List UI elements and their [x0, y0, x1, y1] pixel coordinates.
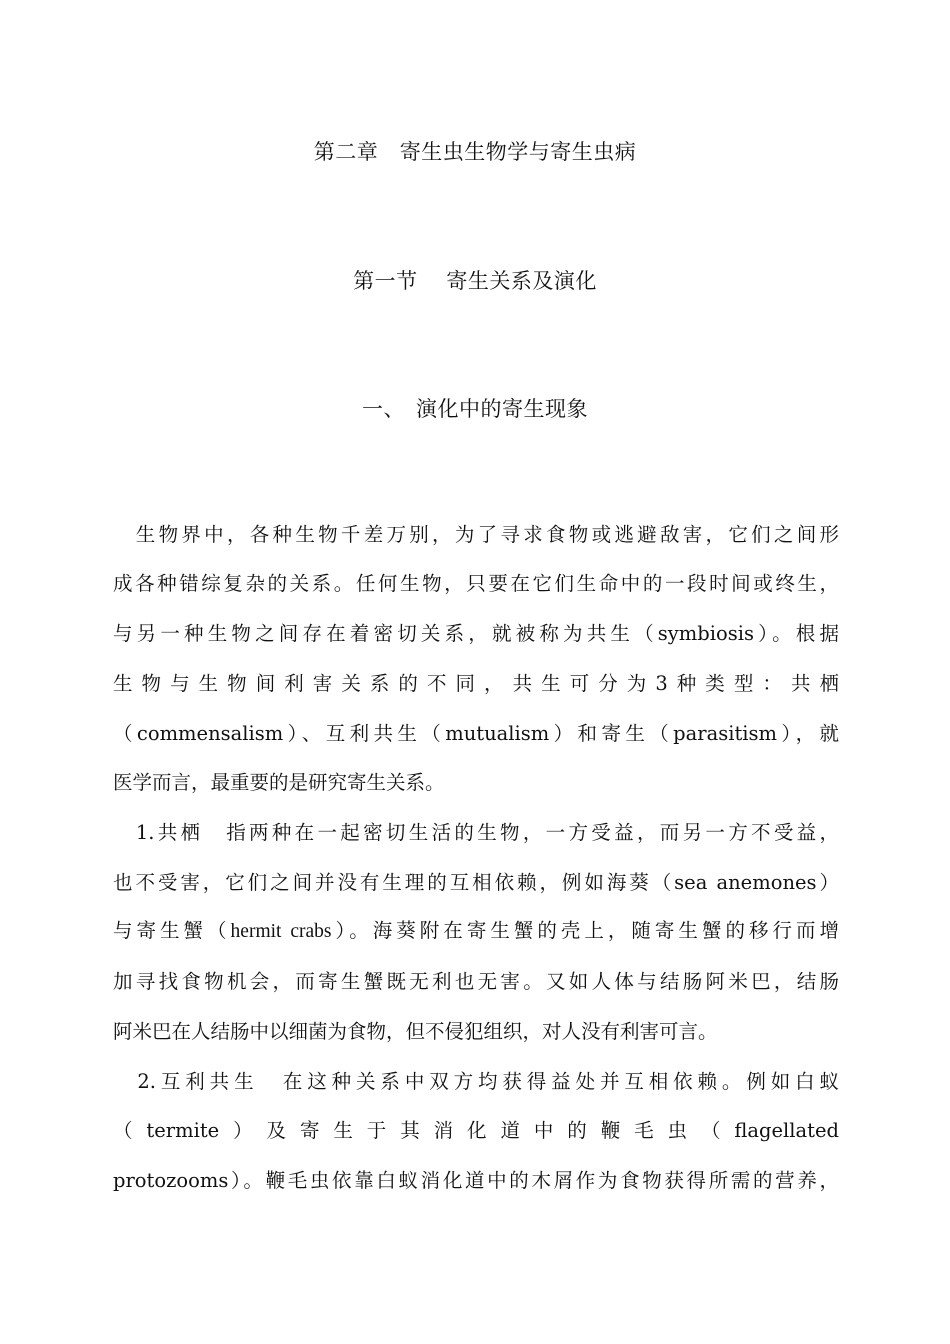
body-line: 与另一种生物之间存在着密切关系，就被称为共生（symbiosis）。根据 — [113, 622, 839, 645]
body-line: 也不受害，它们之间并没有生理的互相依赖，例如海葵（sea anemones） — [113, 871, 839, 894]
body-line: 1.共栖 指两种在一起密切生活的生物，一方受益，而另一方不受益， — [113, 821, 839, 844]
body-line: 生物界中，各种生物千差万别，为了寻求食物或逃避敌害，它们之间形 — [113, 523, 839, 546]
body-line: 与寄生蟹（hermit crabs）。海葵附在寄生蟹的壳上，随寄生蟹的移行而增 — [113, 921, 839, 942]
body-line: 生物与生物间利害关系的不同，共生可分为3种类型：共栖 — [113, 672, 839, 695]
subsection-title: 一、 演化中的寄生现象 — [362, 397, 588, 421]
section-title: 第一节 寄生关系及演化 — [353, 269, 597, 293]
body-line: 加寻找食物机会，而寄生蟹既无利也无害。又如人体与结肠阿米巴，结肠 — [113, 970, 839, 993]
body-line: 成各种错综复杂的关系。任何生物，只要在它们生命中的一段时间或终生， — [113, 572, 839, 595]
chapter-title: 第二章 寄生虫生物学与寄生虫病 — [313, 140, 637, 164]
body-line: （termite）及寄生于其消化道中的鞭毛虫（flagellated — [113, 1119, 839, 1142]
body-line: 阿米巴在人结肠中以细菌为食物，但不侵犯组织，对人没有利害可言。 — [113, 1020, 718, 1043]
body-line: 2.互利共生 在这种关系中双方均获得益处并互相依赖。例如白蚁 — [113, 1070, 839, 1093]
body-line: 医学而言，最重要的是研究寄生关系。 — [113, 771, 445, 794]
body-line: protozooms）。鞭毛虫依靠白蚁消化道中的木屑作为食物获得所需的营养， — [113, 1169, 839, 1192]
body-line: （commensalism）、互利共生（mutualism）和寄生（parasitism），就 — [113, 722, 839, 745]
